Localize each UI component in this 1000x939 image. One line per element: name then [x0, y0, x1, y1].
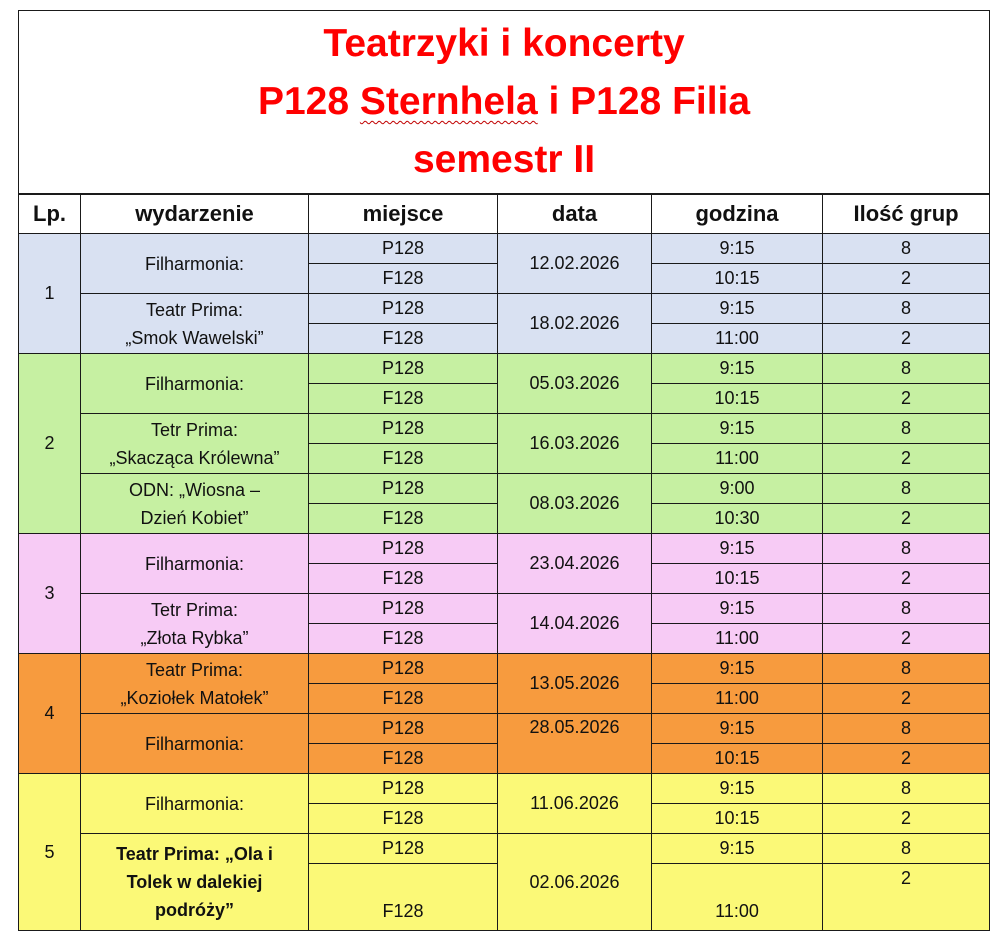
lp-cell: 4: [19, 654, 81, 774]
date-cell: 02.06.2026: [498, 834, 652, 931]
event-line: Teatr Prima:: [145, 299, 244, 320]
time-cell: 10:15: [652, 384, 823, 414]
time-cell: 9:15: [652, 774, 823, 804]
table-row: [19, 354, 990, 384]
date-cell: 08.03.2026: [498, 474, 652, 534]
table-row: [19, 654, 990, 684]
table-row: [19, 834, 990, 864]
date-cell: 18.02.2026: [498, 294, 652, 354]
event-line: ODN: „Wiosna –: [128, 479, 261, 500]
groups-cell: 2: [823, 384, 990, 414]
place-cell: F128: [309, 744, 498, 774]
table-row: [19, 534, 990, 564]
event-line: Tolek w dalekiej: [126, 872, 263, 892]
place-cell: P128: [309, 414, 498, 444]
event-cell: Filharmonia:: [81, 714, 309, 774]
time-cell: 10:30: [652, 504, 823, 534]
groups-cell: 2: [823, 324, 990, 354]
groups-cell: 8: [823, 534, 990, 564]
event-line: Teatr Prima: „Ola i: [116, 844, 273, 864]
table-row: [19, 234, 990, 264]
header-place: miejsce: [309, 194, 498, 234]
event-line: Tetr Prima:: [150, 419, 238, 440]
date-cell: 23.04.2026: [498, 534, 652, 594]
header-event: wydarzenie: [81, 194, 309, 234]
date-cell: 05.03.2026: [498, 354, 652, 414]
event-cell: Filharmonia:: [81, 534, 309, 594]
date-cell: 12.02.2026: [498, 234, 652, 294]
event-line: Tetr Prima:: [150, 599, 238, 620]
schedule-document: [18, 10, 989, 931]
time-cell: 11:00: [652, 624, 823, 654]
groups-cell: 8: [823, 474, 990, 504]
groups-cell: 2: [823, 444, 990, 474]
lp-cell: 3: [19, 534, 81, 654]
place-cell: F128: [309, 804, 498, 834]
table-row: [19, 414, 990, 444]
place-cell: F128: [309, 684, 498, 714]
time-cell: 10:15: [652, 264, 823, 294]
title-line-2-part-c: i P128 Filia: [537, 80, 751, 123]
place-cell: P128: [309, 294, 498, 324]
time-cell: 10:15: [652, 564, 823, 594]
title-line-3: semestr II: [412, 138, 596, 181]
event-line: „Koziołek Matołek”: [120, 687, 269, 708]
event-line: Teatr Prima:: [145, 659, 244, 680]
groups-cell: 8: [823, 834, 990, 864]
event-cell: [81, 294, 309, 354]
time-cell: 9:15: [652, 654, 823, 684]
place-cell: P128: [309, 834, 498, 864]
table-row: [19, 714, 990, 744]
groups-cell: 8: [823, 714, 990, 744]
time-cell: 9:15: [652, 294, 823, 324]
lp-cell: 1: [19, 234, 81, 354]
event-cell: [81, 474, 309, 534]
time-cell: 9:15: [652, 834, 823, 864]
table-row: [19, 474, 990, 504]
event-cell: Filharmonia:: [81, 774, 309, 834]
time-cell: 9:15: [652, 414, 823, 444]
time-cell: 11:00: [652, 444, 823, 474]
groups-cell: 8: [823, 354, 990, 384]
groups-cell: 8: [823, 654, 990, 684]
groups-cell: 2: [823, 624, 990, 654]
time-cell: 11:00: [652, 684, 823, 714]
time-cell: 10:15: [652, 744, 823, 774]
place-cell: F128: [309, 264, 498, 294]
event-cell: [81, 654, 309, 714]
date-cell: 13.05.2026: [498, 654, 652, 714]
date-cell: 14.04.2026: [498, 594, 652, 654]
place-cell: F128: [309, 864, 498, 931]
lp-cell: 2: [19, 354, 81, 534]
place-cell: F128: [309, 624, 498, 654]
date-cell: 16.03.2026: [498, 414, 652, 474]
groups-cell: 8: [823, 234, 990, 264]
place-cell: P128: [309, 474, 498, 504]
time-cell: 9:15: [652, 714, 823, 744]
time-cell: 9:15: [652, 234, 823, 264]
title-line-2: [19, 73, 989, 131]
groups-cell: 2: [823, 564, 990, 594]
title-line-2-part-b: Sternhela: [359, 80, 538, 123]
place-cell: F128: [309, 504, 498, 534]
event-line: „Złota Rybka”: [140, 627, 249, 648]
groups-cell: 2: [823, 684, 990, 714]
event-line: „Smok Wawelski”: [125, 327, 264, 348]
groups-cell: 2: [823, 504, 990, 534]
table-row: [19, 774, 990, 804]
event-line: Dzień Kobiet”: [140, 507, 249, 528]
groups-cell: 8: [823, 594, 990, 624]
place-cell: P128: [309, 714, 498, 744]
header-group-count: Ilość grup: [823, 194, 990, 234]
title-line-2-part-a: P128: [257, 80, 360, 123]
time-cell: 10:15: [652, 804, 823, 834]
table-row: [19, 294, 990, 324]
time-cell: 9:00: [652, 474, 823, 504]
event-cell: Filharmonia:: [81, 354, 309, 414]
schedule-table: [18, 10, 990, 931]
groups-cell: 2: [823, 744, 990, 774]
time-cell: 9:15: [652, 594, 823, 624]
groups-cell: 2: [823, 864, 990, 931]
title-block: [19, 11, 990, 195]
place-cell: P128: [309, 354, 498, 384]
time-cell: 11:00: [652, 324, 823, 354]
place-cell: F128: [309, 564, 498, 594]
groups-cell: 8: [823, 774, 990, 804]
place-cell: F128: [309, 384, 498, 414]
header-time: godzina: [652, 194, 823, 234]
date-cell: 28.05.2026: [498, 714, 652, 774]
lp-cell: 5: [19, 774, 81, 931]
place-cell: P128: [309, 774, 498, 804]
header-row: [19, 194, 990, 234]
groups-cell: 2: [823, 264, 990, 294]
place-cell: P128: [309, 654, 498, 684]
time-cell: 9:15: [652, 354, 823, 384]
table-row: [19, 594, 990, 624]
place-cell: P128: [309, 594, 498, 624]
time-cell: 11:00: [652, 864, 823, 931]
event-cell: [81, 594, 309, 654]
place-cell: F128: [309, 444, 498, 474]
date-cell: 11.06.2026: [498, 774, 652, 834]
place-cell: P128: [309, 234, 498, 264]
event-cell: [81, 414, 309, 474]
place-cell: P128: [309, 534, 498, 564]
event-line: „Skacząca Królewna”: [109, 447, 280, 468]
groups-cell: 2: [823, 804, 990, 834]
header-date: data: [498, 194, 652, 234]
groups-cell: 8: [823, 294, 990, 324]
event-line: podróży”: [155, 900, 234, 920]
time-cell: 9:15: [652, 534, 823, 564]
groups-cell: 8: [823, 414, 990, 444]
event-cell: [81, 834, 309, 931]
title-line-1: Teatrzyki i koncerty: [323, 22, 685, 65]
event-cell: Filharmonia:: [81, 234, 309, 294]
place-cell: F128: [309, 324, 498, 354]
header-lp: Lp.: [19, 194, 81, 234]
